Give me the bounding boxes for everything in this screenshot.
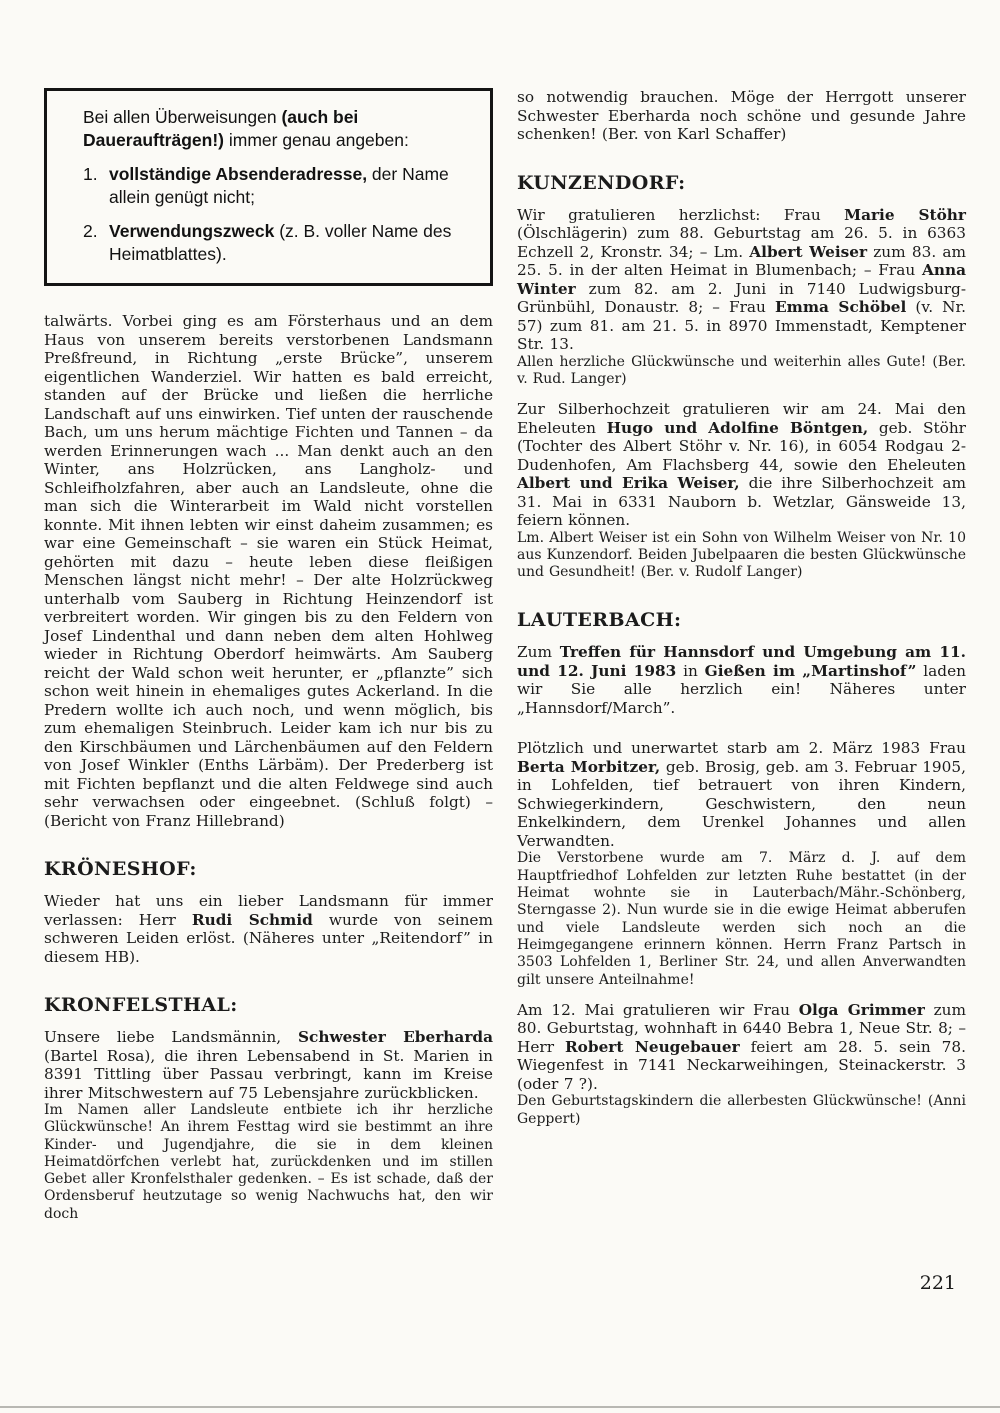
text-run: zum 83. am 25. 5. in der alten Heimat in Blumenbach; – Frau [517, 242, 966, 279]
notice-intro [83, 106, 474, 151]
text-run: die ihre Silberhochzeit am 31. Mai in 6331 Nauborn b. Wetzlar, Gänsweide 13, feiern können. [517, 474, 967, 530]
text-run: wurde von seinem schweren Leiden erlöst. (Näheres unter „Reitendorf” in diesem HB). [44, 910, 493, 966]
notice-items [83, 163, 474, 265]
paragraph [517, 1001, 966, 1094]
text-run: immer genau angeben: [224, 129, 409, 150]
text-run: Zum [517, 643, 560, 662]
section-heading: LAUTERBACH: [517, 609, 682, 632]
text-run: zum 80. Geburtstag, wohnhaft in 6440 Bebra 1, Neue Str. 8; – Herr [517, 1000, 967, 1056]
text-run: Im Namen aller Landsleute entbiete ich ihr herzliche Glückwünsche! An ihrem Festtag wird sie bestimmt an ihre Kinder- und Jugendjahre, die sie in dem kleinen Heimatdörfchen verlebt hat, zurückdenken und im stillen Gebet aller Kronfelsthaler gedenken. – Es ist schade, daß der Ordensberuf heutzutage so wenig Nachwuchs hat, den wir doch [44, 1102, 493, 1222]
text-run: (Bartel Rosa), die ihren Lebensabend in St. Marien in 8391 Tittling über Passau verbringt, kann im Kreise ihrer Mitschwestern auf 75 Lebensjahre zurückblicken. [44, 1046, 493, 1102]
bold-text-run: Gießen im „Martinshof” [704, 661, 917, 680]
text-run: Den Geburtstagskindern die allerbesten Glückwünsche! (Anni Geppert) [517, 1093, 966, 1127]
paragraph [517, 400, 966, 530]
paragraph [44, 1102, 493, 1223]
text-run: geb. Stöhr (Tochter des Albert Stöhr v. Nr. 16), in 6054 Rodgau 2-Dudenhofen, Am Flachsberg 44, sowie den Eheleuten [517, 418, 966, 474]
text-run: der Name allein genügt nicht; [109, 164, 449, 207]
notice-item [83, 220, 474, 265]
text-run: in [676, 661, 705, 680]
paragraph [517, 530, 966, 582]
section-heading: KRONFELSTHAL: [44, 994, 238, 1016]
text-run: talwärts. Vorbei ging es am Försterhaus und an dem Haus von unserem bereits verstorbenen Landsmann Preßfreund, in Richtung „erste Brücke”, unserem eigentlichen Wanderziel. Wir hatten es bald erreicht, standen auf der Brücke und ließen die herrliche Landschaft auf uns einwirken. Tief unten der rauschende Bach, um uns herum mächtige Fichten und Tannen – da werden Erinnerungen wach ... Man denkt auch an den Winter, ans Holzrücken, ans Langholz- und Schleifholzfahren, aber auch an Landsleute, ohne die man sich die Winterarbeit im Wald nicht vorstellen konnte. Mit ihnen lebten wir einst daheim zusammen; es war eine Gemeinschaft – sie waren ein Stück Heimat, gehörten mit dazu – heute leben diese fleißigen Menschen längst nicht mehr! – Der alte Holzrückweg unterhalb vom Sauberg in Richtung Heinzendorf ist verbreitert worden. Wir gingen bis zu den Feldern von Josef Lindenthal und dann neben dem alten Hohlweg wieder in Richtung Oberdorf heimwärts. Am Sauberg reicht der Wald schon weit herunter, er „pflanzte” sich schon weit hinein in ehemaliges gutes Ackerland. In die Predern wollte ich auch noch, und wenn möglich, bis zum ehemaligen Steinbruch. Leider kam ich nur bis zu den Kirschbäumen und Lärchenbäumen auf den Feldern von Josef Winkler (Enths Lärbäm). Der Prederberg ist mit Fichten bepflanzt und die alten Feldwege sind auch sehr verwachsen oder eingeebnet. (Schluß folgt) – (Bericht von Franz Hillebrand) [44, 312, 493, 830]
bold-text-run: Rudi Schmid [191, 910, 313, 929]
notice-item-text [109, 220, 474, 265]
notice-item-number: 2. [83, 221, 98, 241]
paragraph [517, 1093, 966, 1128]
text-run: (v. Nr. 57) zum 81. am 21. 5. in 8970 Immenstadt, Kemptener Str. 13. [517, 298, 966, 353]
section-heading: KRÖNESHOF: [44, 858, 197, 880]
bold-text-run: Verwendungszweck [109, 221, 275, 241]
text-run: Am 12. Mai gratulieren wir Frau [517, 1000, 799, 1019]
paragraph [517, 643, 966, 717]
paragraph [44, 892, 493, 966]
bold-text-run: Albert und Erika Weiser, [517, 474, 740, 493]
notice-item-text [109, 163, 474, 208]
text-run: zum 82. am 2. Juni in 7140 Ludwigsburg-Grünbühl, Donaustr. 8; – Frau [517, 279, 966, 316]
bold-text-run: Anna Winter [517, 261, 966, 298]
bold-text-run: Albert Weiser [749, 242, 868, 261]
bold-text-run: Hugo und Adolfine Böntgen, [606, 418, 869, 437]
text-run: so notwendig brauchen. Möge der Herrgott unserer Schwester Eberharda noch schöne und gesunde Jahre schenken! (Ber. von Karl Schaffer) [517, 88, 966, 143]
bold-text-run: Schwester Eberharda [297, 1028, 493, 1046]
notice-item [83, 163, 474, 208]
text-run: feiert am 28. 5. sein 78. Wiegenfest in 7141 Neckarweihingen, Steinackerstr. 3 (oder 7 ?). [517, 1037, 966, 1093]
text-run: (Ölschlägerin) zum 88. Geburtstag am 26. 5. in 6363 Echzell 2, Kronstr. 34; – Lm. [517, 224, 966, 261]
bold-text-run: Robert Neugebauer [564, 1037, 740, 1056]
text-run: geb. Brosig, geb. am 3. Februar 1905, in Lohfelden, tief betrauert von ihren Kindern, Schwiegerkindern, Geschwistern, den neun Enkelkindern, dem Urenkel Johannes und allen Verwandten. [517, 757, 966, 850]
text-run: laden wir Sie alle herzlich ein! Näheres unter „Hannsdorf/March”. [517, 661, 966, 717]
text-run: Wir gratulieren herzlichst: Frau [517, 205, 845, 224]
paragraph [44, 1028, 493, 1102]
left-column-body [44, 312, 493, 1223]
text-run: (z. B. voller Name des Heimatblattes). [109, 221, 452, 264]
text-run: Wieder hat uns ein lieber Landsmann für immer verlassen: Herr [44, 892, 493, 929]
bold-text-run: vollständige Absenderadresse, [109, 164, 368, 184]
text-run: Plötzlich und unerwartet starb am 2. März 1983 Frau [517, 739, 966, 758]
section-heading: KUNZENDORF: [517, 171, 686, 194]
text-run: Bei allen Überweisungen [83, 107, 282, 127]
bold-text-run: (auch bei Daueraufträgen!) [83, 107, 359, 150]
left-column [44, 88, 493, 1223]
paragraph [517, 354, 966, 389]
text-run: Zur Silberhochzeit gratulieren wir am 24. Mai den Eheleuten [517, 400, 966, 437]
bold-text-run: Marie Stöhr [844, 205, 966, 224]
notice-item-number: 1. [83, 164, 98, 184]
bold-text-run: Berta Morbitzer, [517, 757, 661, 776]
bold-text-run: Olga Grimmer [798, 1000, 925, 1019]
right-column [517, 88, 966, 1128]
notice-box [44, 88, 493, 286]
text-run: Die Verstorbene wurde am 7. März d. J. auf dem Hauptfriedhof Lohfelden zur letzten Ruhe bestattet (in der Heimat wohnte sie in Lauterbach/Mähr.-Schönberg, Sterngasse 2). Nun wurde sie in die ewige Heimat abberufen und viele Landsleute werden sich noch an die Heimgegangene erinnern können. Herrn Franz Partsch in 3503 Lohfelden 1, Berliner Str. 24, und allen Anverwandten gilt unsere Anteilnahme! [517, 850, 966, 988]
paragraph [44, 312, 493, 830]
scan-artifact-line [0, 1406, 1000, 1408]
bold-text-run: Emma Schöbel [774, 298, 907, 316]
paragraph [517, 88, 966, 144]
text-run: Lm. Albert Weiser ist ein Sohn von Wilhelm Weiser von Nr. 10 aus Kunzendorf. Beiden Jubelpaaren die besten Glückwünsche und Gesundheit! (Ber. v. Rudolf Langer) [517, 529, 966, 581]
right-column-body [517, 88, 966, 1128]
paragraph [517, 850, 966, 988]
paragraph [517, 739, 966, 850]
two-column-layout [44, 88, 966, 1223]
page-number: 221 [919, 1272, 956, 1294]
text-run: Allen herzliche Glückwünsche und weiterhin alles Gute! (Ber. v. Rud. Langer) [517, 353, 966, 387]
bold-text-run: Treffen für Hannsdorf und Umgebung am 11. und 12. Juni 1983 [517, 643, 966, 680]
paragraph [517, 206, 966, 354]
text-run: Unsere liebe Landsmännin, [44, 1028, 298, 1046]
